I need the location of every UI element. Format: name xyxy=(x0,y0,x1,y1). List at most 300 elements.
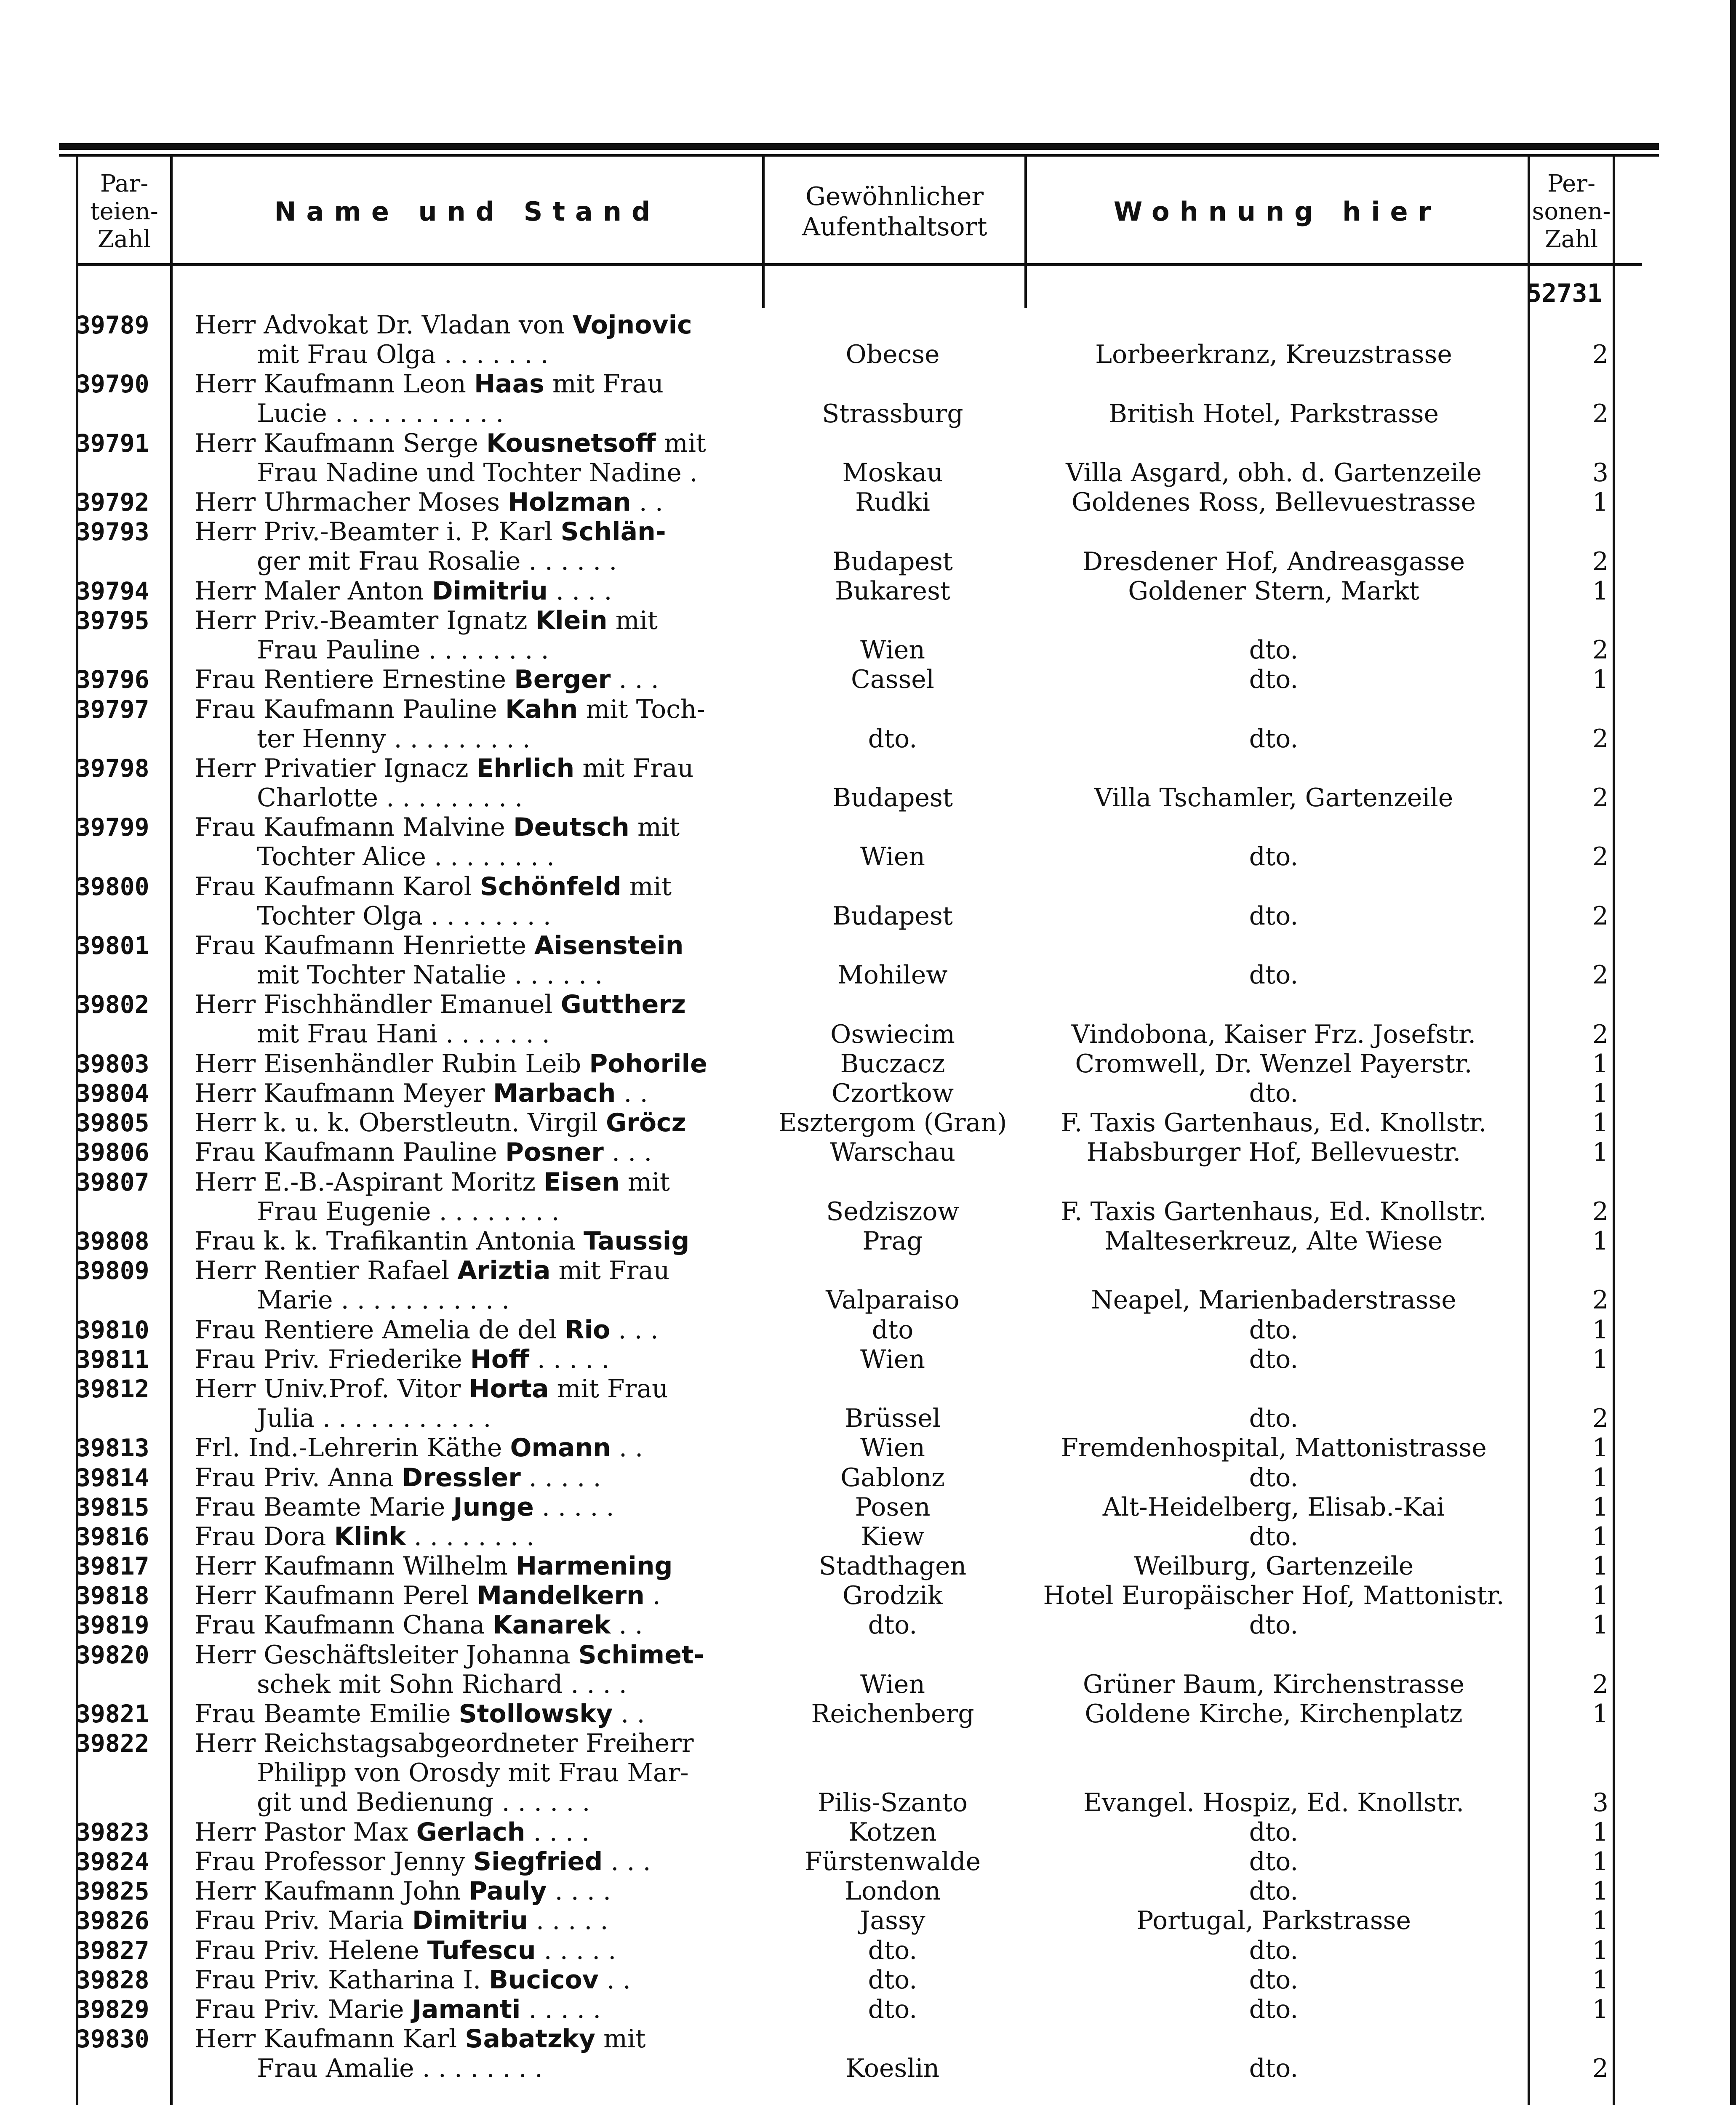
address-here: Hotel Europäischer Hof, Mattonistr. xyxy=(1043,1581,1504,1611)
persons-count: 2 xyxy=(1592,635,1608,665)
name-suffix: mit Toch- xyxy=(578,694,705,724)
surname: Gröcz xyxy=(606,1108,686,1138)
register-row xyxy=(0,1817,1736,1847)
party-number: 39806 xyxy=(76,1138,149,1167)
name-prefix: Herr Kaufmann Perel xyxy=(195,1581,477,1611)
name-and-rank xyxy=(195,1256,738,1315)
name-line xyxy=(195,1315,659,1345)
name-continuation: Marie . . . . . . . . . . . xyxy=(257,1285,510,1315)
party-number: 39803 xyxy=(76,1049,149,1078)
name-prefix: Frau Dora xyxy=(195,1521,334,1551)
name-and-rank xyxy=(195,990,738,1049)
usual-residence: Buczacz xyxy=(840,1049,945,1079)
address-here: dto. xyxy=(1249,842,1299,872)
address-here: Lorbeerkranz, Kreuzstrasse xyxy=(1095,340,1452,370)
name-prefix: Herr Kaufmann John xyxy=(195,1876,469,1906)
party-number: 39827 xyxy=(76,1936,149,1965)
register-row xyxy=(0,2024,1736,2083)
register-row xyxy=(0,1079,1736,1108)
surname: Marbach xyxy=(493,1079,616,1108)
name-and-rank xyxy=(195,1079,738,1108)
name-prefix: Frau Kaufmann Henriette xyxy=(195,931,534,961)
name-prefix: Frau Priv. Friederike xyxy=(195,1344,470,1374)
name-and-rank xyxy=(195,1699,738,1729)
name-line xyxy=(195,931,683,960)
party-number: 39795 xyxy=(76,606,149,635)
party-number: 39800 xyxy=(76,872,149,901)
register-row xyxy=(0,1374,1736,1433)
address-here: Evangel. Hospiz, Ed. Knollstr. xyxy=(1083,1788,1464,1817)
usual-residence: Budapest xyxy=(832,783,953,813)
name-suffix: . . . . . xyxy=(528,1906,608,1936)
name-prefix: Frau Priv. Helene xyxy=(195,1935,427,1965)
name-continuation: Charlotte . . . . . . . . . xyxy=(257,783,523,813)
name-suffix: . . xyxy=(611,1610,643,1640)
usual-residence: Wien xyxy=(860,1669,925,1699)
persons-count: 1 xyxy=(1592,1049,1608,1079)
name-suffix: . xyxy=(644,1581,661,1611)
address-here: dto. xyxy=(1249,1344,1299,1374)
party-number: 39826 xyxy=(76,1906,149,1935)
usual-residence: Valparaiso xyxy=(826,1285,960,1315)
name-suffix: . . . . . xyxy=(520,1463,601,1492)
party-number: 39823 xyxy=(76,1817,149,1847)
party-number: 39819 xyxy=(76,1611,149,1640)
address-here: dto. xyxy=(1249,1876,1299,1906)
usual-residence: dto. xyxy=(868,1935,917,1965)
persons-count: 1 xyxy=(1592,665,1608,695)
register-row xyxy=(0,1847,1736,1876)
name-line xyxy=(195,872,672,901)
address-here: Villa Asgard, obh. d. Gartenzeile xyxy=(1066,458,1482,488)
name-prefix: Herr Geschäftsleiter Johanna xyxy=(195,1640,579,1670)
address-here: Grüner Baum, Kirchenstrasse xyxy=(1083,1669,1465,1699)
address-here: dto. xyxy=(1249,1404,1299,1434)
usual-residence: dto. xyxy=(868,724,917,754)
persons-count: 1 xyxy=(1592,1817,1608,1847)
register-row xyxy=(0,1108,1736,1138)
name-line xyxy=(195,1049,707,1079)
register-row xyxy=(0,931,1736,990)
name-and-rank xyxy=(195,1138,738,1167)
address-here: Fremdenhospital, Mattonistrasse xyxy=(1061,1433,1487,1463)
party-number: 39814 xyxy=(76,1463,149,1492)
name-prefix: Herr Eisenhändler Rubin Leib xyxy=(195,1049,589,1079)
usual-residence: Brüssel xyxy=(845,1404,941,1434)
party-number: 39815 xyxy=(76,1492,149,1521)
register-row xyxy=(0,576,1736,606)
name-continuation: Julia . . . . . . . . . . . xyxy=(257,1403,491,1433)
address-here: Goldenes Ross, Bellevuestrasse xyxy=(1071,488,1476,517)
register-row xyxy=(0,1581,1736,1610)
register-row xyxy=(0,1640,1736,1699)
name-suffix: mit xyxy=(607,605,658,635)
persons-count: 1 xyxy=(1592,1344,1608,1374)
register-row xyxy=(0,1049,1736,1079)
surname: Gerlach xyxy=(416,1817,525,1847)
party-number: 39799 xyxy=(76,813,149,842)
surname: Dimitriu xyxy=(412,1906,528,1936)
persons-count: 1 xyxy=(1592,1699,1608,1729)
name-suffix: mit Frau xyxy=(544,369,664,399)
name-prefix: Herr Maler Anton xyxy=(195,576,432,606)
register-row xyxy=(0,310,1736,369)
register-row xyxy=(0,813,1736,871)
name-and-rank xyxy=(195,1108,738,1138)
persons-count: 1 xyxy=(1592,1610,1608,1640)
register-row xyxy=(0,1345,1736,1374)
persons-count: 1 xyxy=(1592,1581,1608,1611)
usual-residence: Reichenberg xyxy=(811,1699,974,1729)
address-here: dto. xyxy=(1249,1965,1299,1995)
name-line xyxy=(195,2024,645,2054)
surname: Junge xyxy=(453,1492,534,1522)
address-here: dto. xyxy=(1249,665,1299,695)
name-line xyxy=(195,310,692,340)
register-row xyxy=(0,517,1736,576)
party-number: 39830 xyxy=(76,2025,149,2054)
usual-residence: Wien xyxy=(860,842,925,872)
name-and-rank xyxy=(195,429,738,488)
name-and-rank xyxy=(195,1581,738,1610)
name-and-rank xyxy=(195,606,738,665)
name-line xyxy=(195,1699,645,1729)
name-continuation: Lucie . . . . . . . . . . . xyxy=(257,399,504,429)
register-row xyxy=(0,1699,1736,1729)
name-continuation: Frau Amalie . . . . . . . . xyxy=(257,2054,543,2084)
persons-count: 2 xyxy=(1592,546,1608,576)
name-and-rank xyxy=(195,517,738,576)
register-row xyxy=(0,665,1736,694)
party-number: 39804 xyxy=(76,1079,149,1108)
party-number: 39829 xyxy=(76,1995,149,2024)
name-and-rank xyxy=(195,2024,738,2083)
address-here: dto. xyxy=(1249,1935,1299,1965)
register-row xyxy=(0,1965,1736,1995)
name-and-rank xyxy=(195,1995,738,2024)
name-and-rank xyxy=(195,931,738,990)
name-prefix: Herr Advokat Dr. Vladan von xyxy=(195,310,573,340)
name-suffix: mit Frau xyxy=(574,753,694,783)
name-and-rank xyxy=(195,1315,738,1345)
register-row xyxy=(0,1256,1736,1315)
carried-in-total: 52731 xyxy=(1526,279,1603,308)
surname: Siegfried xyxy=(473,1847,603,1877)
address-here: dto. xyxy=(1249,1847,1299,1877)
register-row xyxy=(0,872,1736,931)
name-prefix: Herr Reichstagsabgeordneter Freiherr xyxy=(195,1729,694,1759)
surname: Posner xyxy=(505,1138,604,1167)
name-prefix: Herr Univ.Prof. Vitor xyxy=(195,1374,469,1404)
party-number: 39822 xyxy=(76,1729,149,1758)
party-number: 39807 xyxy=(76,1167,149,1196)
name-line xyxy=(195,1965,631,1995)
surname: Schönfeld xyxy=(480,871,621,901)
name-and-rank xyxy=(195,1906,738,1935)
name-line xyxy=(195,1522,534,1551)
name-prefix: Frau Kaufmann Pauline xyxy=(195,1138,505,1167)
address-here: dto. xyxy=(1249,901,1299,931)
usual-residence: dto xyxy=(872,1315,914,1345)
name-prefix: Herr Rentier Rafael xyxy=(195,1256,458,1286)
usual-residence: Posen xyxy=(855,1492,931,1522)
surname: Taussig xyxy=(583,1226,690,1256)
party-number: 39828 xyxy=(76,1965,149,1994)
party-number: 39792 xyxy=(76,488,149,517)
party-number: 39791 xyxy=(76,429,149,458)
surname: Harmening xyxy=(516,1551,673,1581)
persons-count: 1 xyxy=(1592,1226,1608,1256)
surname: Guttherz xyxy=(560,990,686,1020)
usual-residence: Esztergom (Gran) xyxy=(778,1108,1007,1138)
name-prefix: Herr Kaufmann Meyer xyxy=(195,1079,493,1108)
surname: Ehrlich xyxy=(476,753,575,783)
persons-count: 3 xyxy=(1592,458,1608,488)
register-row xyxy=(0,488,1736,517)
surname: Klink xyxy=(334,1521,406,1551)
name-line xyxy=(195,1995,601,2024)
name-and-rank xyxy=(195,310,738,369)
address-here: Villa Tschamler, Gartenzeile xyxy=(1094,783,1453,813)
usual-residence: Stadthagen xyxy=(819,1551,967,1581)
surname: Mandelkern xyxy=(477,1581,645,1611)
name-and-rank xyxy=(195,369,738,428)
name-and-rank xyxy=(195,1492,738,1522)
name-line xyxy=(195,1167,670,1197)
name-prefix: Frau Kaufmann Chana xyxy=(195,1610,493,1640)
address-here: British Hotel, Parkstrasse xyxy=(1108,399,1439,429)
usual-residence: Mohilew xyxy=(837,960,948,990)
persons-count: 1 xyxy=(1592,1994,1608,2024)
name-line xyxy=(195,1226,689,1256)
persons-count: 1 xyxy=(1592,1492,1608,1522)
name-line xyxy=(195,1551,673,1581)
usual-residence: Koeslin xyxy=(845,2054,940,2084)
persons-count: 2 xyxy=(1592,960,1608,990)
address-here: Cromwell, Dr. Wenzel Payerstr. xyxy=(1075,1049,1472,1079)
name-prefix: Herr Priv.-Beamter Ignatz xyxy=(195,605,536,635)
name-prefix: Herr Uhrmacher Moses xyxy=(195,488,508,517)
name-continuation: ter Henny . . . . . . . . . xyxy=(257,724,531,754)
name-prefix: Frau Beamte Emilie xyxy=(195,1699,459,1729)
register-row xyxy=(0,1936,1736,1965)
name-prefix: Herr E.-B.-Aspirant Moritz xyxy=(195,1167,544,1197)
name-line xyxy=(195,1492,614,1522)
name-line xyxy=(195,754,693,783)
name-suffix: . . xyxy=(611,1433,643,1463)
top-rule xyxy=(59,143,1659,150)
name-suffix: . . . . . xyxy=(536,1935,616,1965)
address-here: Malteserkreuz, Alte Wiese xyxy=(1104,1226,1443,1256)
address-here: Dresdener Hof, Andreasgasse xyxy=(1083,546,1465,576)
usual-residence: Moskau xyxy=(842,458,943,488)
name-suffix: . . xyxy=(598,1965,631,1995)
name-prefix: Herr Priv.-Beamter i. P. Karl xyxy=(195,517,561,547)
address-here: dto. xyxy=(1249,1463,1299,1492)
surname: Ariztia xyxy=(457,1256,551,1286)
surname: Stollowsky xyxy=(459,1699,613,1729)
surname: Aisenstein xyxy=(534,931,684,961)
name-and-rank xyxy=(195,1817,738,1847)
usual-residence: Cassel xyxy=(851,665,934,695)
party-number: 39812 xyxy=(76,1374,149,1403)
register-row xyxy=(0,1551,1736,1581)
name-and-rank xyxy=(195,1433,738,1463)
usual-residence: Warschau xyxy=(829,1138,956,1167)
persons-count: 2 xyxy=(1592,1019,1608,1049)
name-suffix: . . . . xyxy=(547,1876,611,1906)
address-here: Portugal, Parkstrasse xyxy=(1136,1906,1411,1936)
persons-count: 1 xyxy=(1592,1138,1608,1167)
persons-count: 2 xyxy=(1592,1196,1608,1226)
name-prefix: Frau Rentiere Amelia de del xyxy=(195,1315,565,1345)
surname: Vojnovic xyxy=(572,310,692,340)
address-here: dto. xyxy=(1249,635,1299,665)
register-row xyxy=(0,369,1736,428)
header-usual-residence: Gewöhnlicher Aufenthaltsort xyxy=(802,181,987,242)
name-and-rank xyxy=(195,576,738,606)
surname: Kousnetsoff xyxy=(486,428,656,458)
address-here: Goldene Kirche, Kirchenplatz xyxy=(1085,1699,1463,1729)
name-line xyxy=(195,1581,661,1610)
name-continuation: Frau Pauline . . . . . . . . xyxy=(257,635,549,665)
name-suffix: . . . xyxy=(610,1315,659,1345)
usual-residence: Bukarest xyxy=(835,576,950,606)
party-number: 39810 xyxy=(76,1315,149,1344)
party-number: 39808 xyxy=(76,1227,149,1255)
usual-residence: Grodzik xyxy=(842,1581,943,1611)
name-prefix: Frl. Ind.-Lehrerin Käthe xyxy=(195,1433,510,1463)
address-here: Goldener Stern, Markt xyxy=(1128,576,1419,606)
party-number: 39818 xyxy=(76,1581,149,1610)
address-here: dto. xyxy=(1249,1079,1299,1108)
persons-count: 2 xyxy=(1592,783,1608,813)
name-continuation: Tochter Alice . . . . . . . . xyxy=(257,842,555,872)
usual-residence: Sedziszow xyxy=(826,1196,959,1226)
party-number: 39798 xyxy=(76,754,149,783)
name-and-rank xyxy=(195,488,738,517)
name-and-rank xyxy=(195,665,738,694)
persons-count: 1 xyxy=(1592,1935,1608,1965)
register-row xyxy=(0,1315,1736,1345)
surname: Kanarek xyxy=(493,1610,611,1640)
name-suffix: . . . . . xyxy=(520,1994,601,2024)
persons-count: 1 xyxy=(1592,1433,1608,1463)
surname: Horta xyxy=(469,1374,549,1404)
name-continuation: mit Frau Hani . . . . . . . xyxy=(257,1019,550,1049)
surname: Pohorile xyxy=(589,1049,707,1079)
name-line xyxy=(195,695,705,724)
name-suffix: . . xyxy=(616,1079,648,1108)
name-prefix: Herr Kaufmann Karl xyxy=(195,2024,465,2054)
name-line xyxy=(195,369,664,399)
name-line xyxy=(195,1847,651,1876)
persons-count: 1 xyxy=(1592,1108,1608,1138)
address-here: dto. xyxy=(1249,1610,1299,1640)
register-row xyxy=(0,1522,1736,1551)
name-suffix: mit xyxy=(595,2024,646,2054)
name-suffix: . . . . . . . . xyxy=(405,1521,534,1551)
persons-count: 1 xyxy=(1592,488,1608,517)
name-prefix: Frau Priv. Katharina I. xyxy=(195,1965,489,1995)
party-number: 39825 xyxy=(76,1877,149,1906)
name-and-rank xyxy=(195,1345,738,1374)
usual-residence: Strassburg xyxy=(822,399,963,429)
party-number: 39794 xyxy=(76,576,149,605)
register-row xyxy=(0,990,1736,1049)
name-continuation: Frau Eugenie . . . . . . . . xyxy=(257,1196,560,1226)
persons-count: 2 xyxy=(1592,1669,1608,1699)
name-suffix: . . . . . xyxy=(533,1492,614,1522)
top-rule-thin xyxy=(59,154,1659,157)
usual-residence: Gablonz xyxy=(840,1463,945,1492)
usual-residence: Wien xyxy=(860,1344,925,1374)
name-prefix: Frau Rentiere Ernestine xyxy=(195,665,515,695)
name-suffix: mit xyxy=(621,871,672,901)
name-prefix: Herr Privatier Ignacz xyxy=(195,753,477,783)
persons-count: 2 xyxy=(1592,1285,1608,1315)
party-number: 39790 xyxy=(76,370,149,399)
persons-count: 1 xyxy=(1592,1876,1608,1906)
usual-residence: Kiew xyxy=(861,1521,925,1551)
persons-count: 1 xyxy=(1592,1551,1608,1581)
usual-residence: Oswiecim xyxy=(830,1019,955,1049)
usual-residence: Prag xyxy=(862,1226,923,1256)
address-here: dto. xyxy=(1249,1994,1299,2024)
name-line xyxy=(195,488,663,517)
usual-residence: Wien xyxy=(860,1433,925,1463)
address-here: Alt-Heidelberg, Elisab.-Kai xyxy=(1102,1492,1445,1522)
name-line xyxy=(195,1876,611,1906)
surname: Rio xyxy=(565,1315,611,1345)
register-row xyxy=(0,695,1736,754)
name-line xyxy=(195,1610,643,1640)
name-prefix: Frau Kaufmann Karol xyxy=(195,871,480,901)
address-here: dto. xyxy=(1249,960,1299,990)
name-continuation: Tochter Olga . . . . . . . . xyxy=(257,901,551,931)
address-here: dto. xyxy=(1249,1817,1299,1847)
surname: Dimitriu xyxy=(432,576,548,606)
party-number: 39817 xyxy=(76,1552,149,1581)
address-here: dto. xyxy=(1249,1521,1299,1551)
name-line xyxy=(195,813,680,842)
name-and-rank xyxy=(195,1640,738,1699)
address-here: Neapel, Marienbaderstrasse xyxy=(1091,1285,1456,1315)
party-number: 39809 xyxy=(76,1256,149,1285)
persons-count: 2 xyxy=(1592,901,1608,931)
persons-count: 1 xyxy=(1592,1906,1608,1936)
name-line xyxy=(195,1374,668,1404)
surname: Klein xyxy=(535,605,608,635)
register-row xyxy=(0,1226,1736,1256)
register-row xyxy=(0,1995,1736,2024)
name-suffix: mit xyxy=(656,428,707,458)
surname: Bucicov xyxy=(489,1965,599,1995)
name-continuation: Philipp von Orosdy mit Frau Mar- xyxy=(257,1758,689,1788)
name-line xyxy=(195,606,658,635)
address-here: F. Taxis Gartenhaus, Ed. Knollstr. xyxy=(1061,1196,1487,1226)
name-line xyxy=(195,1138,652,1167)
persons-count: 1 xyxy=(1592,1315,1608,1345)
address-here: Vindobona, Kaiser Frz. Josefstr. xyxy=(1071,1019,1476,1049)
name-line xyxy=(195,1433,643,1463)
name-prefix: Herr Kaufmann Serge xyxy=(195,428,487,458)
name-and-rank xyxy=(195,1936,738,1965)
name-and-rank xyxy=(195,813,738,871)
name-and-rank xyxy=(195,1729,738,1817)
name-prefix: Herr Fischhändler Emanuel xyxy=(195,990,561,1020)
address-here: Weilburg, Gartenzeile xyxy=(1133,1551,1414,1581)
